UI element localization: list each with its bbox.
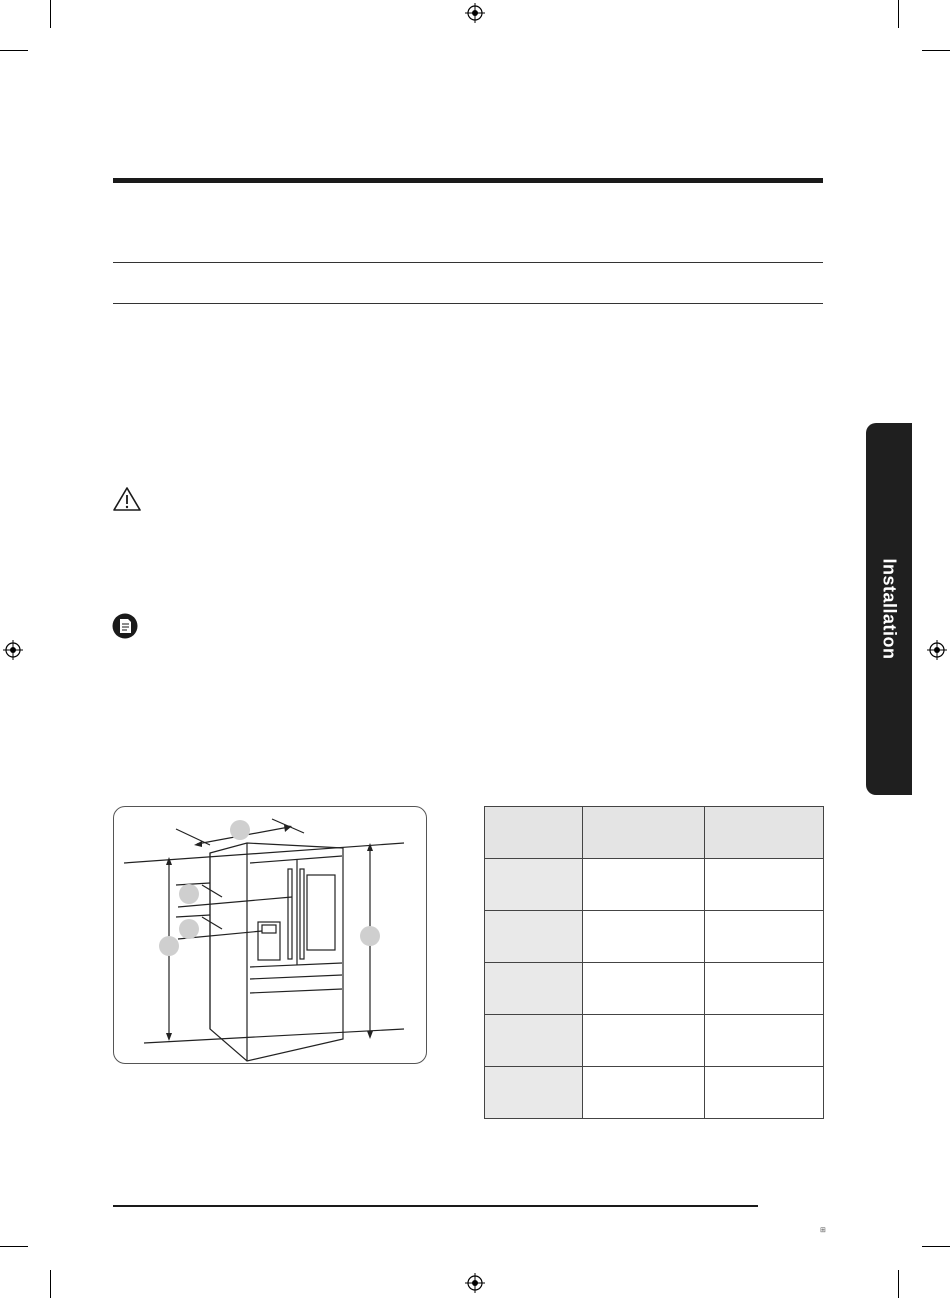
table-cell: [705, 859, 824, 911]
table-cell: [583, 1067, 705, 1119]
crop-mark-top-left-vertical: [50, 0, 51, 28]
table-row-label: [485, 911, 583, 963]
page-number: ⊞: [820, 1227, 826, 1234]
crop-mark-bottom-left-vertical: [50, 1270, 51, 1298]
registration-crosshair-icon: [3, 640, 23, 660]
subsection-rule-bottom: [113, 303, 823, 304]
refrigerator-diagram: [114, 807, 426, 1063]
refrigerator-dimension-figure: [113, 806, 427, 1064]
crop-mark-bottom-right-vertical: [898, 1270, 899, 1298]
table-row: [485, 1015, 824, 1067]
crop-mark-top-left-horizontal: [0, 50, 28, 51]
table-row-label: [485, 1015, 583, 1067]
table-row: [485, 911, 824, 963]
table-cell: [705, 963, 824, 1015]
table-cell: [583, 859, 705, 911]
table-cell: [583, 963, 705, 1015]
table-cell: [583, 1015, 705, 1067]
subsection-rule-top: [113, 262, 823, 263]
table-header-row: [485, 807, 824, 859]
section-title-rule: [113, 178, 823, 183]
table-row-label: [485, 859, 583, 911]
table-header-cell: [583, 807, 705, 859]
table-cell: [705, 911, 824, 963]
table-row-label: [485, 1067, 583, 1119]
registration-crosshair-icon: [465, 1273, 485, 1293]
crop-mark-bottom-left-horizontal: [0, 1246, 28, 1247]
chapter-side-tab: [866, 423, 912, 795]
registration-crosshair-icon: [927, 640, 947, 660]
warning-triangle-icon: [112, 486, 142, 512]
table-cell: [705, 1015, 824, 1067]
crop-mark-top-right-vertical: [898, 0, 899, 28]
note-document-icon: [112, 613, 138, 639]
table-header-cell: [705, 807, 824, 859]
crop-mark-bottom-right-horizontal: [922, 1246, 950, 1247]
table-cell: [583, 911, 705, 963]
footer-rule: [113, 1205, 758, 1207]
table-row: [485, 1067, 824, 1119]
table-cell: [705, 1067, 824, 1119]
side-tab-label: Installation: [879, 558, 900, 660]
table-header-cell: [485, 807, 583, 859]
table-row: [485, 963, 824, 1015]
crop-mark-top-right-horizontal: [922, 50, 950, 51]
dimension-table: [484, 806, 824, 1119]
registration-crosshair-icon: [465, 3, 485, 23]
table-row: [485, 859, 824, 911]
table-row-label: [485, 963, 583, 1015]
